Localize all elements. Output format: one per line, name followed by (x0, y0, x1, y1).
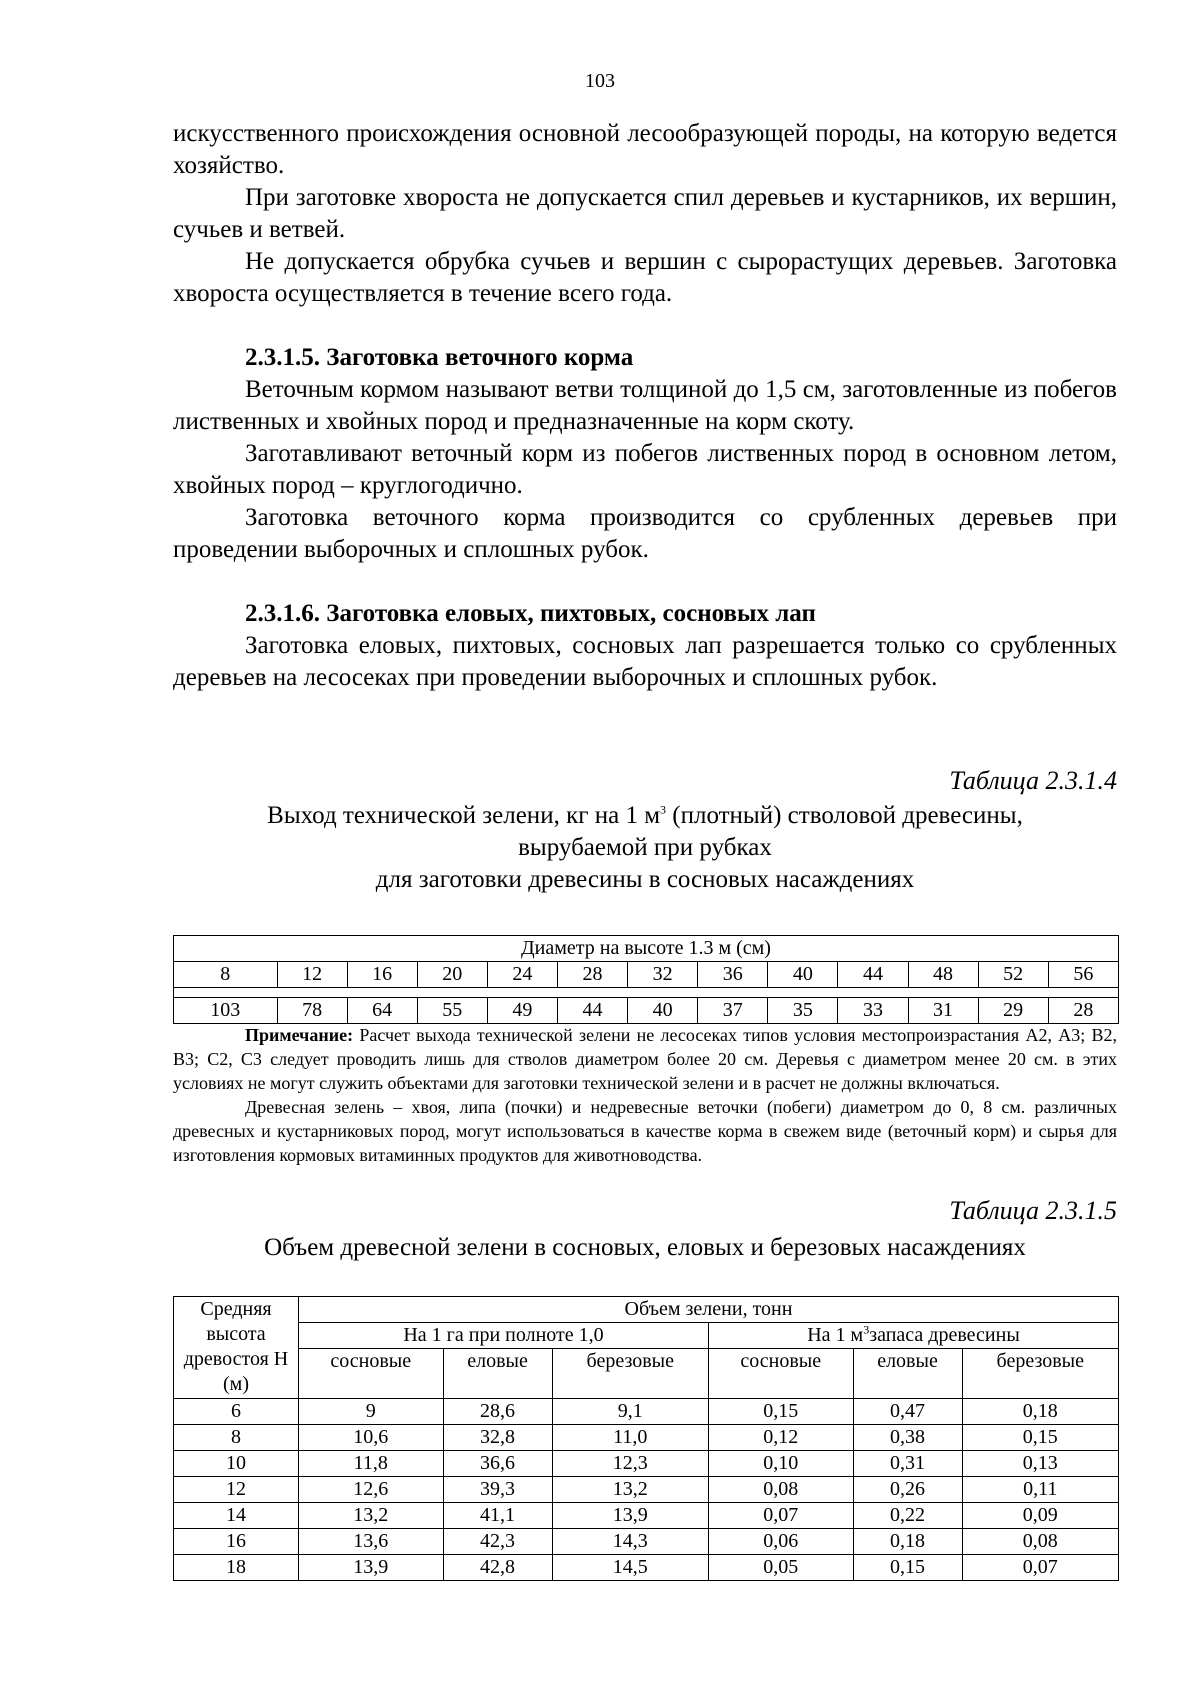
table-subheader: еловые (443, 1349, 552, 1399)
header-part: На 1 м (807, 1324, 864, 1346)
table-cell: 32 (628, 962, 698, 988)
header-part: запаса древесины (869, 1324, 1020, 1346)
table-subheader: березовые (552, 1349, 708, 1399)
table-cell: 49 (487, 998, 557, 1024)
table-cell: 9,1 (552, 1399, 708, 1425)
table-row (174, 1425, 1119, 1451)
green-yield-table (173, 935, 1119, 1024)
table-row (174, 962, 1119, 988)
table-cell: 64 (347, 998, 417, 1024)
table-cell: 0,15 (708, 1399, 853, 1425)
table-title-sup: 3 (660, 802, 667, 817)
table-cell: 40 (768, 962, 838, 988)
table-cell: 55 (417, 998, 487, 1024)
table-cell: 12 (174, 1477, 299, 1503)
table-subheader: сосновые (299, 1349, 444, 1399)
page-number: 103 (585, 70, 615, 92)
table-cell: 14 (174, 1503, 299, 1529)
table-header: Объем зелени, тонн (299, 1297, 1119, 1323)
table-subheader: березовые (962, 1349, 1118, 1399)
table-cell: 13,9 (552, 1503, 708, 1529)
table-row (174, 1503, 1119, 1529)
table-cell: 13,9 (299, 1555, 444, 1581)
table-cell: 12,3 (552, 1451, 708, 1477)
table-header: Диаметр на высоте 1.3 м (см) (174, 936, 1119, 962)
table-cell: 56 (1048, 962, 1118, 988)
table-cell: 28 (1048, 998, 1118, 1024)
table-caption: Таблица 2.3.1.4 (949, 766, 1117, 795)
table-cell: 28,6 (443, 1399, 552, 1425)
table-cell: 33 (838, 998, 908, 1024)
table-cell: 14,5 (552, 1555, 708, 1581)
green-volume-table (173, 1296, 1119, 1581)
table-cell: 42,3 (443, 1529, 552, 1555)
note-text: Расчет выхода технической зелени не лесосеках типов условия местопроизрастания А2, А3; В2, В3; С2, С3 следует проводить лишь для стволов диаметром более 20 см. Деревья с диаметром менее 20 см. в этих условиях не могут служить объектами для заготовки технической зелени и в расчет не должны включаться. (173, 1025, 1117, 1093)
note-text: Древесная зелень – хвоя, липа (почки) и недревесные веточки (побеги) диаметром до 0, 8 см. различных древесных и кустарниковых пород, могут использоваться в качестве корма в свежем виде (веточный корм) и сырья для изготовления кормовых витаминных продуктов для животноводства. (173, 1097, 1117, 1165)
header-sup: 3 (863, 1322, 870, 1337)
table-header: На 1 га при полноте 1,0 (299, 1323, 709, 1349)
table-cell: 16 (347, 962, 417, 988)
note-label: Примечание: (245, 1025, 354, 1045)
table-cell: 0,09 (962, 1503, 1118, 1529)
paragraph: Не допускается обрубка сучьев и вершин с сырорастущих деревьев. Заготовка хвороста осуществляется в течение всего года. (173, 248, 1117, 307)
table-title-line: для заготовки древесины в сосновых насаждениях (375, 866, 915, 893)
table-cell: 78 (277, 998, 347, 1024)
table-row (174, 1529, 1119, 1555)
table-row (174, 998, 1119, 1024)
table-cell: 0,26 (853, 1477, 962, 1503)
table-cell: 0,13 (962, 1451, 1118, 1477)
table-subheader: сосновые (708, 1349, 853, 1399)
table-cell: 48 (908, 962, 978, 988)
table-cell: 0,31 (853, 1451, 962, 1477)
table-cell: 16 (174, 1529, 299, 1555)
table-cell: 52 (978, 962, 1048, 988)
table-cell: 0,08 (708, 1477, 853, 1503)
table-cell: 24 (487, 962, 557, 988)
table-cell: 44 (838, 962, 908, 988)
table-cell: 0,18 (962, 1399, 1118, 1425)
table-cell: 12 (277, 962, 347, 988)
table-note (173, 1023, 1117, 1167)
table-title (173, 800, 1117, 896)
table-cell: 0,10 (708, 1451, 853, 1477)
paragraph: Заготовка веточного корма производится со срубленных деревьев при проведении выборочных и сплошных рубок. (173, 504, 1117, 563)
table-cell: 0,07 (708, 1503, 853, 1529)
table-cell: 0,07 (962, 1555, 1118, 1581)
table-cell: 42,8 (443, 1555, 552, 1581)
table-spacer (174, 988, 1119, 998)
body-text (173, 118, 1117, 694)
table-cell: 31 (908, 998, 978, 1024)
table-cell: 29 (978, 998, 1048, 1024)
table-row (174, 1399, 1119, 1425)
table-cell: 41,1 (443, 1503, 552, 1529)
table-row (174, 1555, 1119, 1581)
table-cell: 13,2 (299, 1503, 444, 1529)
table-title-part: Выход технической зелени, кг на 1 м (267, 802, 661, 829)
table-cell: 39,3 (443, 1477, 552, 1503)
table-cell: 20 (417, 962, 487, 988)
paragraph: искусственного происхождения основной лесообразующей породы, на которую ведется хозяйство. (173, 120, 1117, 179)
section-heading: 2.3.1.6. Заготовка еловых, пихтовых, сосновых лап (245, 600, 816, 627)
table-cell: 44 (557, 998, 627, 1024)
table-cell: 11,8 (299, 1451, 444, 1477)
table-cell: 8 (174, 1425, 299, 1451)
table-cell: 14,3 (552, 1529, 708, 1555)
table-cell: 13,6 (299, 1529, 444, 1555)
table-row (174, 1451, 1119, 1477)
table-cell: 28 (557, 962, 627, 988)
table-cell: 103 (174, 998, 278, 1024)
table-cell: 0,18 (853, 1529, 962, 1555)
table-title: Объем древесной зелени в сосновых, еловых и березовых насаждениях (264, 1234, 1026, 1261)
table-header (708, 1323, 1118, 1349)
table-subheader: еловые (853, 1349, 962, 1399)
paragraph: Веточным кормом называют ветви толщиной до 1,5 см, заготовленные из побегов лиственных и хвойных пород и предназначенные на корм скоту. (173, 376, 1117, 435)
table-cell: 9 (299, 1399, 444, 1425)
table-caption: Таблица 2.3.1.5 (949, 1196, 1117, 1225)
table-cell: 12,6 (299, 1477, 444, 1503)
table-cell: 18 (174, 1555, 299, 1581)
table-cell: 13,2 (552, 1477, 708, 1503)
table-title-line: вырубаемой при рубках (518, 834, 772, 861)
table-cell: 36,6 (443, 1451, 552, 1477)
table-cell: 11,0 (552, 1425, 708, 1451)
table-cell: 0,08 (962, 1529, 1118, 1555)
table-cell: 0,15 (962, 1425, 1118, 1451)
table-cell: 0,38 (853, 1425, 962, 1451)
table-title-part: (плотный) стволовой древесины, (666, 802, 1023, 829)
table-header: Средняя высота древостоя Н (м) (174, 1297, 299, 1399)
table-cell: 40 (628, 998, 698, 1024)
table-cell: 10 (174, 1451, 299, 1477)
table-cell: 36 (698, 962, 768, 988)
table-cell: 0,12 (708, 1425, 853, 1451)
paragraph: Заготовка еловых, пихтовых, сосновых лап разрешается только со срубленных деревьев на лесосеках при проведении выборочных и сплошных рубок. (173, 632, 1117, 691)
table-cell: 10,6 (299, 1425, 444, 1451)
section-heading: 2.3.1.5. Заготовка веточного корма (245, 344, 634, 371)
table-cell: 0,22 (853, 1503, 962, 1529)
paragraph: Заготавливают веточный корм из побегов лиственных пород в основном летом, хвойных пород – круглогодично. (173, 440, 1117, 499)
table-cell: 37 (698, 998, 768, 1024)
table-cell: 0,05 (708, 1555, 853, 1581)
paragraph: При заготовке хвороста не допускается спил деревьев и кустарников, их вершин, сучьев и ветвей. (173, 184, 1117, 243)
table-cell: 0,15 (853, 1555, 962, 1581)
table-cell: 0,11 (962, 1477, 1118, 1503)
table-cell: 0,47 (853, 1399, 962, 1425)
table-cell: 6 (174, 1399, 299, 1425)
table-row (174, 1477, 1119, 1503)
table-cell: 32,8 (443, 1425, 552, 1451)
table-cell: 35 (768, 998, 838, 1024)
table-cell: 8 (174, 962, 278, 988)
table-cell: 0,06 (708, 1529, 853, 1555)
